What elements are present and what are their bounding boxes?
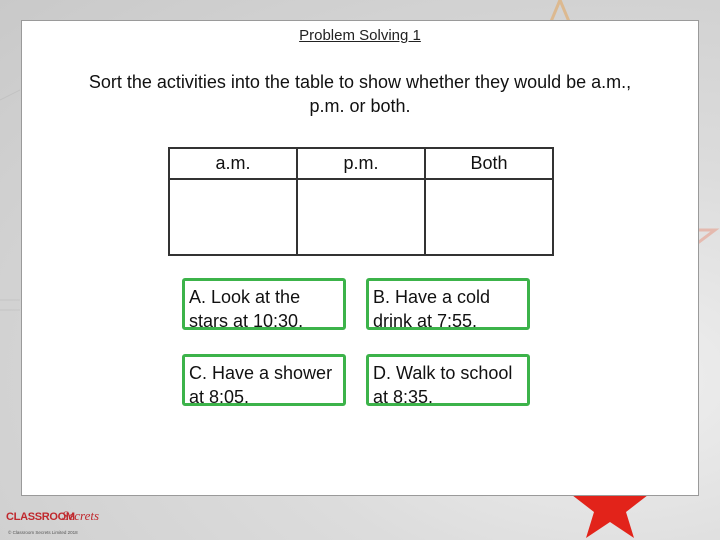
activity-card-c[interactable]: C. Have a shower at 8:05.: [182, 354, 346, 406]
drop-zone-pm[interactable]: [297, 179, 425, 255]
drop-zone-both[interactable]: [425, 179, 553, 255]
logo-word-secrets: Secrets: [62, 508, 100, 523]
copyright-text: © Classroom Secrets Limited 2018: [8, 530, 78, 535]
instructions-text: Sort the activities into the table to show whether they would be a.m., p.m. or both.: [88, 72, 632, 116]
column-header-pm: p.m.: [297, 148, 425, 179]
drop-zone-am[interactable]: [169, 179, 297, 255]
column-header-both: Both: [425, 148, 553, 179]
page-title: Problem Solving 1: [299, 27, 421, 44]
activity-card-d[interactable]: D. Walk to school at 8:35.: [366, 354, 530, 406]
classroom-secrets-logo: [6, 508, 102, 526]
sorting-table: [168, 147, 554, 256]
column-header-am: a.m.: [169, 148, 297, 179]
logo-word-classroom: CLASSROOM: [6, 511, 75, 523]
activity-card-b[interactable]: B. Have a cold drink at 7:55.: [366, 278, 530, 330]
worksheet-panel: [21, 20, 699, 496]
activity-card-a[interactable]: A. Look at the stars at 10:30.: [182, 278, 346, 330]
